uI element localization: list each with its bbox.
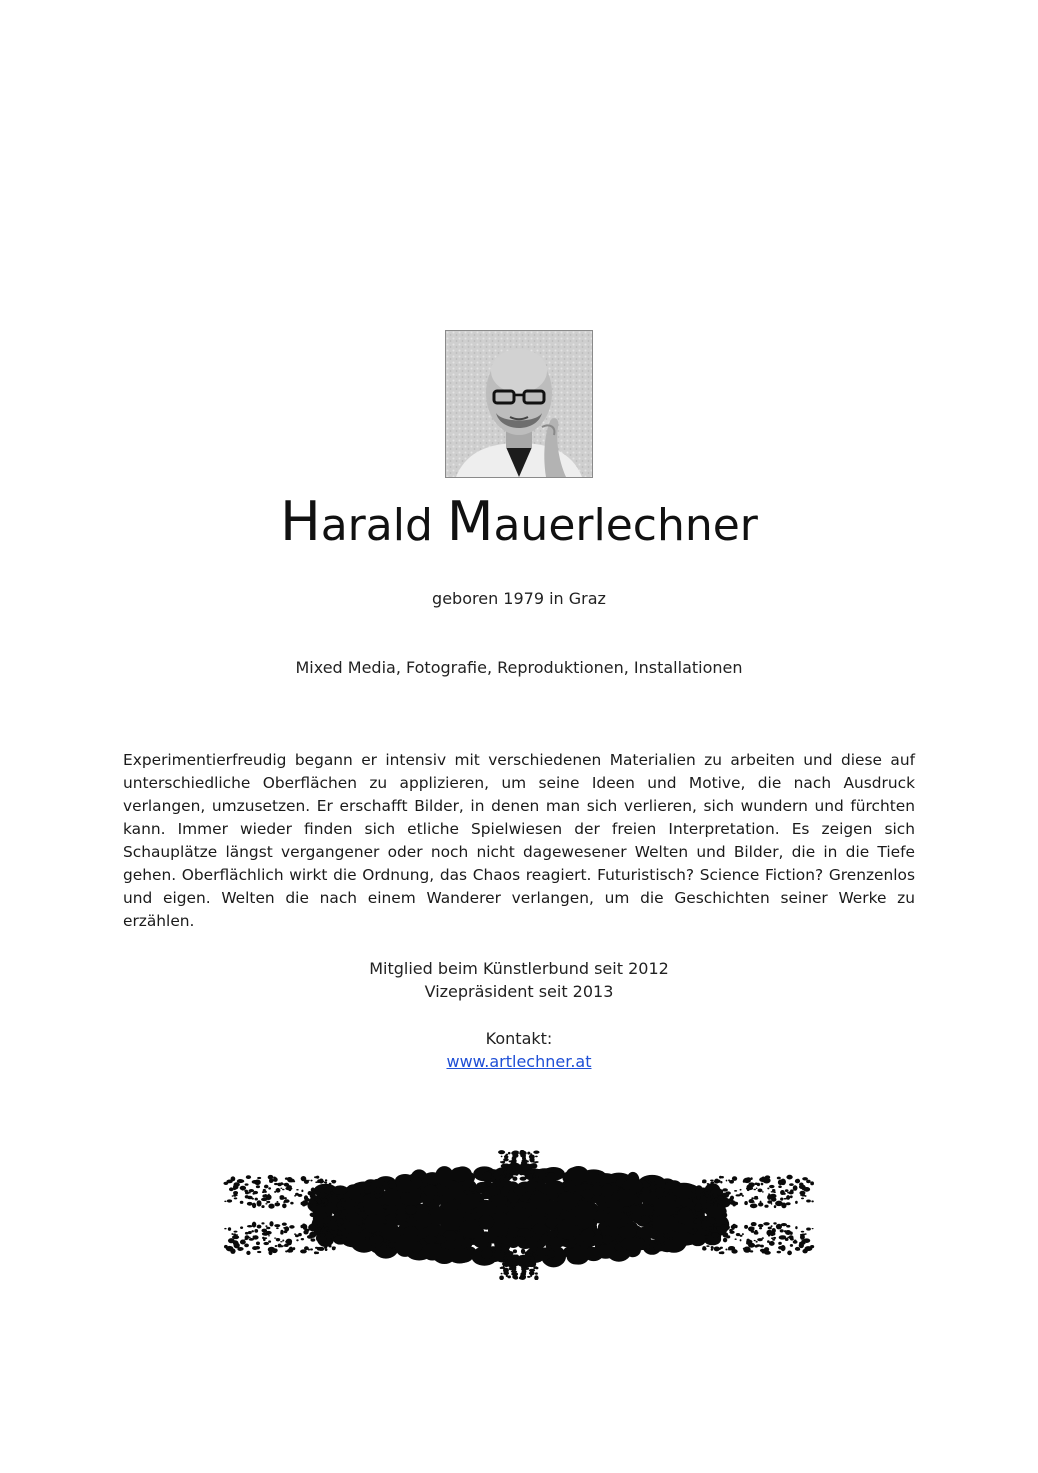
membership-block [0,957,1038,1003]
biography-paragraph: Experimentierfreudig begann er intensiv mit verschiedenen Materialien zu arbeiten und diese auf unterschiedliche Oberflächen zu applizieren, um seine Ideen und Motive, die nach Ausdruck verlangen, umzusetzen. Er erschafft Bilder, in denen man sich verlieren, sich wundern und fürchten kann. Immer wieder finden sich etliche Spielwiesen der freien Interpretation. Es zeigen sich Schauplätze längst vergangener oder noch nicht dagewesener Welten und Bilder, die in die Tiefe gehen. Oberflächlich wirkt die Ordnung, das Chaos reagiert. Futuristisch? Science Fiction? Grenzenlos und eigen. Welten die nach einem Wanderer verlangen, um die Geschichten seiner Werke zu erzählen. [123,751,915,930]
portrait-photo-image [446,331,592,477]
name-last-initial: M [446,490,494,553]
vice-president-line: Vizepräsident seit 2013 [424,982,614,1001]
contact-label: Kontakt: [485,1029,553,1048]
name-last-rest: auerlechner [493,500,758,551]
media-list: Mixed Media, Fotografie, Reproduktionen, Installationen [295,658,743,677]
artist-portrait [445,330,593,478]
birth-info: geboren 1979 in Graz [432,589,606,608]
website-link[interactable]: www.artlechner.at [446,1052,592,1071]
inkblot-ornament-image [220,1150,818,1280]
inkblot-graphic [220,1150,818,1280]
name-first-rest: arald [320,500,433,551]
name-first-initial: H [280,490,321,553]
contact-block [0,1027,1038,1073]
artist-name-heading [0,490,1038,553]
membership-line: Mitglied beim Künstlerbund seit 2012 [369,959,669,978]
